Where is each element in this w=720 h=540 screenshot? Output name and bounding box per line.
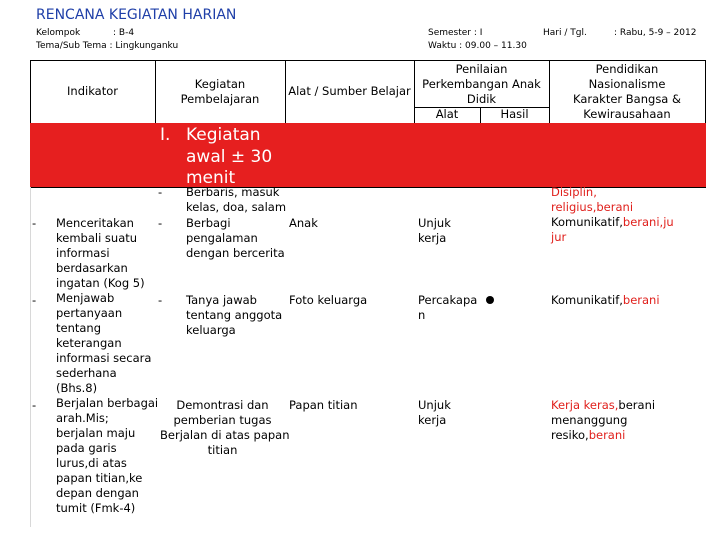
tema-text: Tema/Sub Tema : Lingkunganku <box>36 41 179 51</box>
semester-text: Semester : I <box>428 28 483 38</box>
body-left-edge <box>30 187 31 527</box>
indikator-line: informasi <box>56 246 110 260</box>
header-alat-sub: Alat <box>435 107 459 121</box>
table-top-border <box>30 60 706 61</box>
bullet-dash: - <box>158 216 163 230</box>
indikator-line: kembali suatu <box>56 231 138 245</box>
indikator-line: papan titian,ke <box>56 471 143 485</box>
indikator-line: berjalan maju <box>56 426 136 440</box>
penilaian-line: kerja <box>418 231 447 245</box>
kegiatan-line: Tanya jawab <box>186 293 257 307</box>
section-band <box>30 123 706 187</box>
pendidikan-text: Disiplin, <box>551 185 597 199</box>
header-pendidikan-3: Karakter Bangsa & <box>573 92 681 106</box>
header-hasil-sub: Hasil <box>500 107 529 121</box>
hari-value: : Rabu, 5-9 – 2012 <box>614 28 697 38</box>
pendidikan-text: berani <box>618 398 656 412</box>
indikator-line: sederhana <box>56 366 117 380</box>
header-penilaian-1: Penilaian <box>455 62 508 76</box>
kegiatan-line: Berbagi <box>186 216 231 230</box>
kegiatan-line: dengan bercerita <box>186 246 285 260</box>
indikator-line: informasi secara <box>56 351 152 365</box>
pendidikan-text: Komunikatif, <box>551 293 623 307</box>
pendidikan-text: berani <box>596 200 634 214</box>
indikator-line: Menceritakan <box>56 216 134 230</box>
pendidikan-text: berani,ju <box>622 215 674 229</box>
bullet-dash: - <box>158 185 163 199</box>
indikator-line: Menjawab <box>56 291 115 305</box>
indikator-line: tumit (Fmk-4) <box>56 501 136 515</box>
pendidikan-text: menanggung <box>551 413 628 427</box>
waktu-text: Waktu : 09.00 – 11.30 <box>428 41 527 51</box>
penilaian-cell-1 <box>418 216 451 246</box>
indikator-line: berdasarkan <box>56 261 128 275</box>
pendidikan-text: Kerja keras, <box>551 398 619 412</box>
pendidikan-text: berani <box>588 428 626 442</box>
indikator-line: depan dengan <box>56 486 139 500</box>
header-penilaian-2: Perkembangan Anak <box>422 77 541 91</box>
bullet-dash: - <box>32 216 37 230</box>
bullet-dash: - <box>158 293 163 307</box>
indikator-line: pada garis <box>56 441 117 455</box>
page-title: RENCANA KEGIATAN HARIAN <box>36 7 237 23</box>
header-pendidikan-4: Kewirausahaan <box>583 107 671 121</box>
kelompok-label: Kelompok <box>36 28 81 38</box>
indikator-line: pertanyaan <box>56 306 123 320</box>
kegiatan-group-2 <box>186 216 285 261</box>
penilaian-cell-3 <box>418 398 451 428</box>
indikator-line: keterangan <box>56 336 122 350</box>
pendidikan-text: jur <box>551 230 567 244</box>
indikator-line: tentang <box>56 321 102 335</box>
penilaian-line: n <box>418 308 426 322</box>
pendidikan-cell-3 <box>551 398 655 443</box>
kegiatan-line: Berbaris, masuk <box>186 185 280 199</box>
kegiatan-line: tentang anggota <box>186 308 283 322</box>
band-line-2: awal ± 30 <box>186 147 273 167</box>
pendidikan-cell-1 <box>551 185 674 245</box>
indikator-line: (Bhs.8) <box>56 381 98 395</box>
header-kegiatan-2: Pembelajaran <box>180 92 260 106</box>
kegiatan-group-3 <box>186 293 282 338</box>
indikator-line: Berjalan berbagai <box>56 396 159 410</box>
header-kegiatan-1: Kegiatan <box>194 77 246 91</box>
pendidikan-text: Komunikatif, <box>551 215 623 229</box>
penilaian-line: Percakapa <box>418 293 478 307</box>
indikator-line: ingatan (Kog 5) <box>56 276 145 290</box>
alat-cell-1: Anak <box>289 216 318 230</box>
alat-cell-3: Papan titian <box>289 398 358 412</box>
band-line-1: Kegiatan <box>186 125 261 145</box>
kegiatan-group-1 <box>186 185 286 215</box>
kegiatan-line: pengalaman <box>186 231 258 245</box>
bullet-dash: - <box>32 398 37 412</box>
pendidikan-cell-2 <box>551 293 660 308</box>
pendidikan-text: resiko, <box>551 428 589 442</box>
bullet-dot-icon <box>486 296 494 304</box>
penilaian-line: Unjuk <box>418 216 451 230</box>
kelompok-value: : B-4 <box>113 28 135 38</box>
kegiatan-line: keluarga <box>186 323 236 337</box>
hari-label: Hari / Tgl. <box>543 28 587 38</box>
header-pendidikan-1: Pendidikan <box>595 62 659 76</box>
header-penilaian-3: Didik <box>466 92 497 106</box>
header-alat: Alat / Sumber Belajar <box>288 84 411 98</box>
penilaian-cell-2 <box>418 293 477 323</box>
kegiatan-line: Berjalan di atas papan <box>160 428 290 442</box>
penilaian-line: Unjuk <box>418 398 451 412</box>
band-line-3: menit <box>186 168 236 188</box>
header-indikator: Indikator <box>67 84 118 98</box>
kegiatan-group-4 <box>160 398 290 458</box>
indikator-line: lurus,di atas <box>56 456 127 470</box>
header-pendidikan-2: Nasionalisme <box>588 77 666 91</box>
alat-cell-2: Foto keluarga <box>289 293 368 307</box>
col-divider-right <box>705 60 706 124</box>
band-number: I. <box>160 125 171 145</box>
indikator-column <box>56 216 158 516</box>
bullet-dash: - <box>32 293 37 307</box>
kegiatan-line: kelas, doa, salam <box>186 200 287 214</box>
pendidikan-text: berani <box>622 293 660 307</box>
kegiatan-line: Demontrasi dan <box>176 398 269 412</box>
indikator-line: arah.Mis; <box>56 411 109 425</box>
pendidikan-text: religius, <box>551 200 597 214</box>
kegiatan-line: pemberian tugas <box>173 413 272 427</box>
kegiatan-line: titian <box>207 443 238 457</box>
penilaian-line: kerja <box>418 413 447 427</box>
